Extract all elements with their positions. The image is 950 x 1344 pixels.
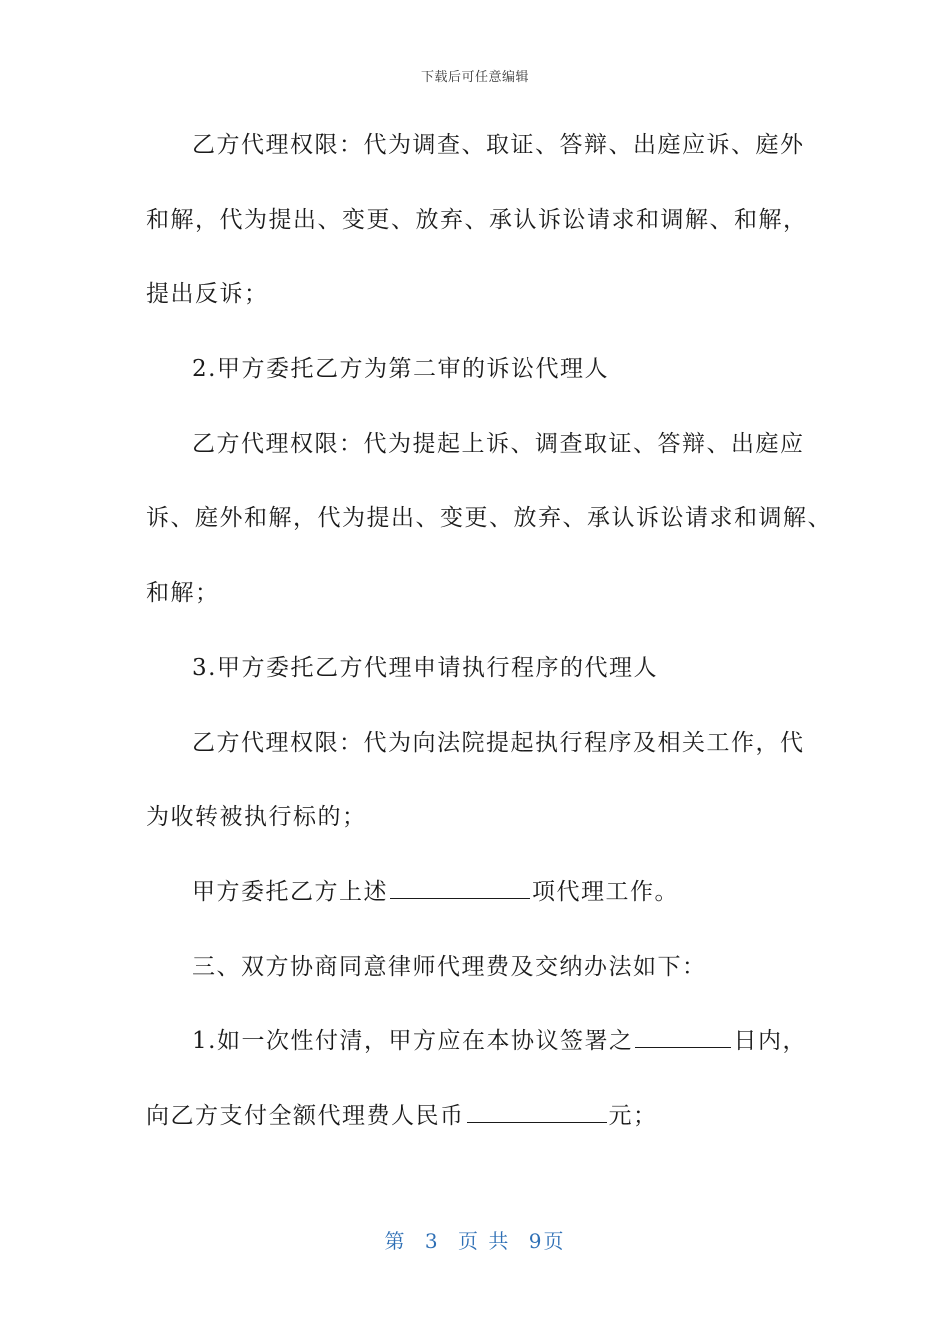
text-segment: 项代理工作。 [532, 878, 679, 905]
fill-in-blank[interactable] [635, 1023, 731, 1048]
text-segment: 向乙方支付全额代理费人民币 [146, 1102, 465, 1129]
paragraph-line: 和解，代为提出、变更、放弃、承认诉讼请求和调解、和解， [146, 206, 808, 233]
page-header: 下载后可任意编辑 [420, 70, 529, 85]
section-heading-3: 三、双方协商同意律师代理费及交纳办法如下： [192, 953, 707, 980]
paragraph-line: 和解； [146, 580, 220, 607]
paragraph-line [146, 1095, 806, 1170]
paragraph-line [146, 1020, 806, 1095]
paragraph-line: 乙方代理权限：代为提起上诉、调查取证、答辩、出庭应 [192, 430, 805, 457]
text-segment: 甲方委托乙方上述 [192, 878, 388, 905]
fill-in-blank[interactable] [390, 874, 530, 899]
page-label-middle: 页 共 [458, 1229, 511, 1253]
text-segment: 日内， [733, 1028, 807, 1055]
paragraph-line: 乙方代理权限：代为调查、取证、答辩、出庭应诉、庭外 [192, 132, 805, 158]
total-pages: 9页 [528, 1229, 566, 1253]
paragraph-line: 为收转被执行标的； [146, 804, 367, 831]
paragraph-line [146, 871, 806, 946]
text-segment: 1.如一次性付清，甲方应在本协议签署之 [192, 1028, 634, 1055]
text-segment: 元； [608, 1102, 658, 1129]
paragraph-line: 乙方代理权限：代为向法院提起执行程序及相关工作，代 [192, 729, 805, 756]
page-footer [0, 1225, 950, 1254]
current-page-number: 3 [424, 1229, 440, 1253]
paragraph-line: 诉、庭外和解，代为提出、变更、放弃、承认诉讼请求和调解、 [146, 505, 832, 532]
document-body [146, 124, 832, 1170]
page-label-prefix: 第 [384, 1229, 407, 1253]
clause-item-2: 2.甲方委托乙方为第二审的诉讼代理人 [192, 356, 609, 383]
clause-item-3: 3.甲方委托乙方代理申请执行程序的代理人 [192, 654, 658, 681]
paragraph-line: 提出反诉； [146, 281, 269, 308]
fill-in-blank[interactable] [467, 1098, 607, 1123]
